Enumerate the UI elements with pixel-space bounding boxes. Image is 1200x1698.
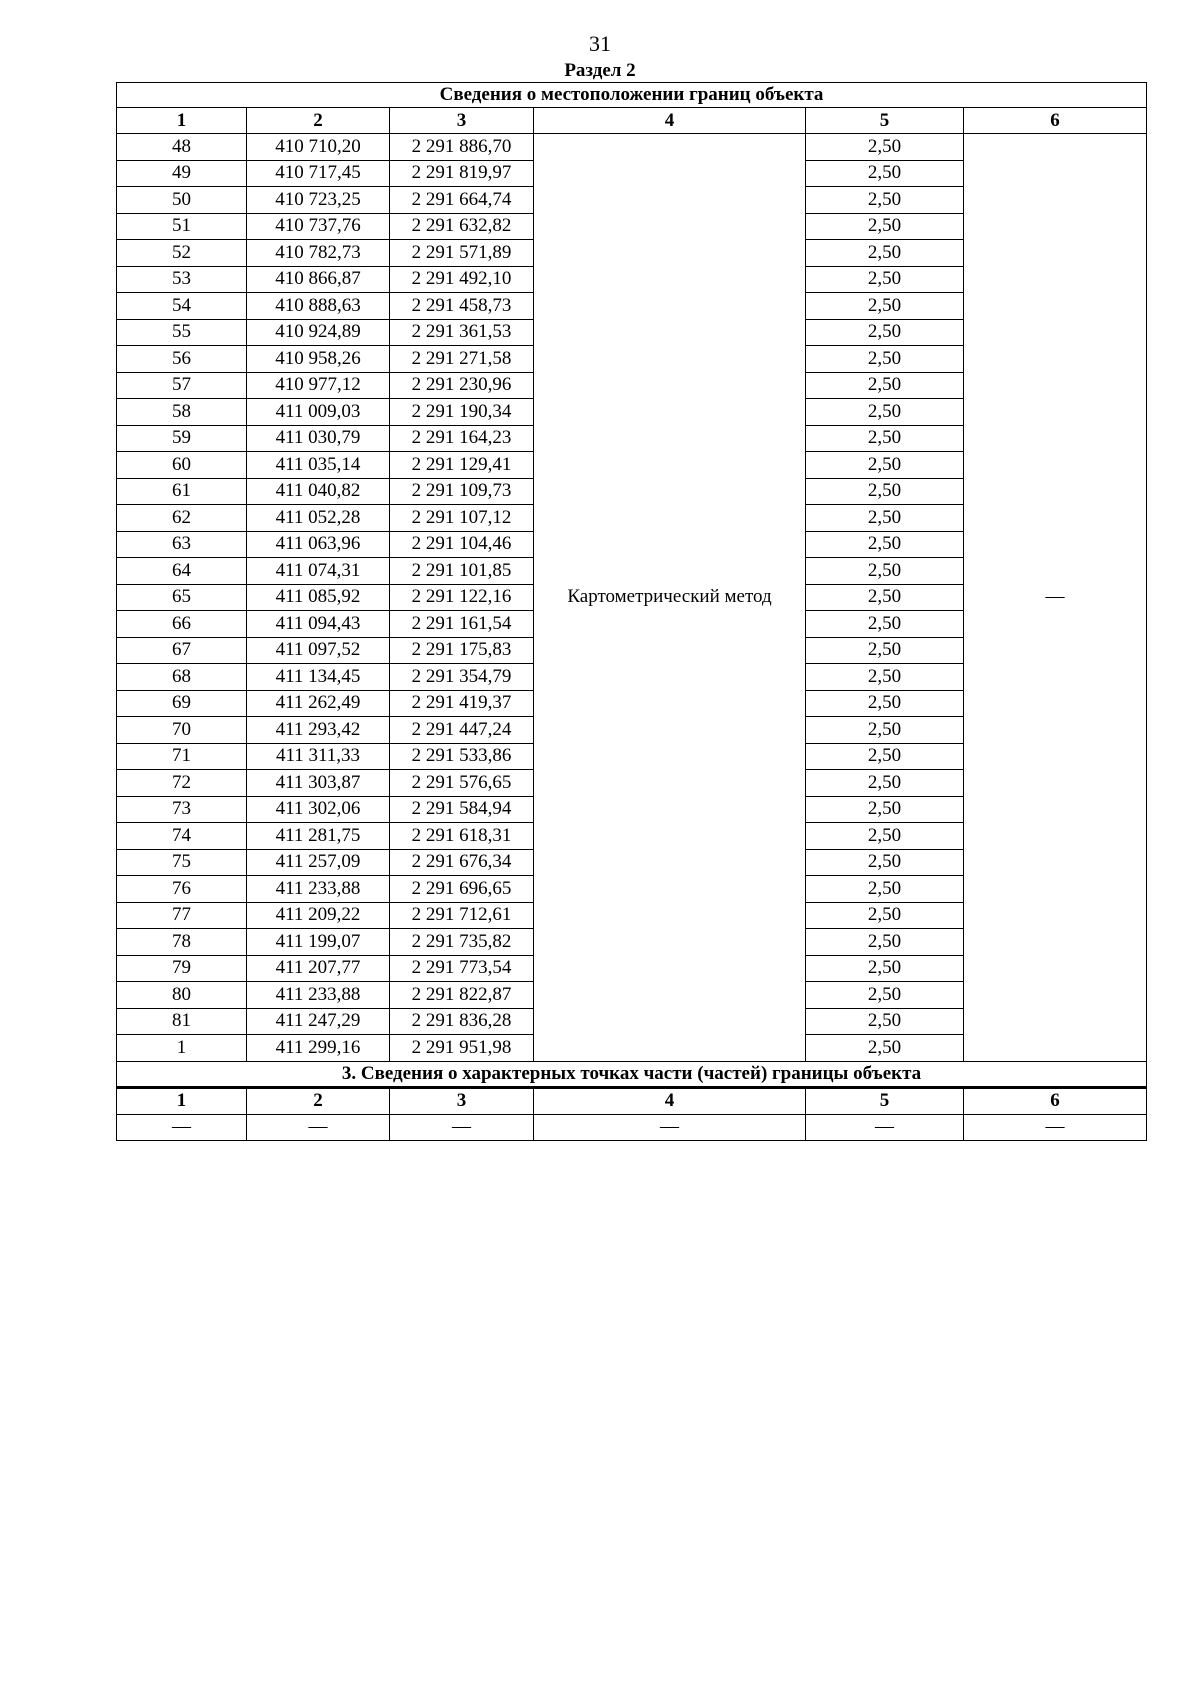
section-title: Раздел 2 — [564, 60, 636, 81]
point-number-cell: 71 — [117, 743, 247, 770]
y-coordinate-cell: 2 291 951,98 — [390, 1035, 534, 1062]
accuracy-cell: 2,50 — [806, 372, 964, 399]
accuracy-cell: 2,50 — [806, 823, 964, 850]
x-coordinate-cell: 411 035,14 — [247, 452, 390, 479]
point-number-cell: 77 — [117, 902, 247, 929]
parts-column-header: 2 — [247, 1087, 390, 1114]
x-coordinate-cell: 410 977,12 — [247, 372, 390, 399]
point-number-cell: 73 — [117, 796, 247, 823]
parts-cell: — — [534, 1114, 806, 1141]
accuracy-cell: 2,50 — [806, 478, 964, 505]
y-coordinate-cell: 2 291 696,65 — [390, 876, 534, 903]
point-number-cell: 67 — [117, 637, 247, 664]
accuracy-cell: 2,50 — [806, 664, 964, 691]
accuracy-cell: 2,50 — [806, 187, 964, 214]
x-coordinate-cell: 411 040,82 — [247, 478, 390, 505]
accuracy-cell: 2,50 — [806, 743, 964, 770]
accuracy-cell: 2,50 — [806, 637, 964, 664]
x-coordinate-cell: 411 074,31 — [247, 558, 390, 585]
y-coordinate-cell: 2 291 107,12 — [390, 505, 534, 532]
column-header: 5 — [806, 108, 964, 134]
point-number-cell: 76 — [117, 876, 247, 903]
point-number-cell: 48 — [117, 134, 247, 161]
x-coordinate-cell: 411 030,79 — [247, 425, 390, 452]
point-number-cell: 52 — [117, 240, 247, 267]
x-coordinate-cell: 411 293,42 — [247, 717, 390, 744]
parts-column-header: 4 — [534, 1087, 806, 1114]
parts-cell: — — [390, 1114, 534, 1141]
x-coordinate-cell: 411 209,22 — [247, 902, 390, 929]
y-coordinate-cell: 2 291 164,23 — [390, 425, 534, 452]
x-coordinate-cell: 410 710,20 — [247, 134, 390, 161]
accuracy-cell: 2,50 — [806, 505, 964, 532]
parts-cell: — — [806, 1114, 964, 1141]
x-coordinate-cell: 410 723,25 — [247, 187, 390, 214]
parts-column-header: 1 — [117, 1087, 247, 1114]
x-coordinate-cell: 410 866,87 — [247, 266, 390, 293]
x-coordinate-cell: 411 257,09 — [247, 849, 390, 876]
x-coordinate-cell: 411 009,03 — [247, 399, 390, 426]
point-number-cell: 78 — [117, 929, 247, 956]
x-coordinate-cell: 411 262,49 — [247, 690, 390, 717]
point-number-cell: 62 — [117, 505, 247, 532]
point-number-cell: 64 — [117, 558, 247, 585]
x-coordinate-cell: 411 303,87 — [247, 770, 390, 797]
point-number-cell: 72 — [117, 770, 247, 797]
point-number-cell: 69 — [117, 690, 247, 717]
x-coordinate-cell: 410 782,73 — [247, 240, 390, 267]
x-coordinate-cell: 410 737,76 — [247, 213, 390, 240]
parts-header-row — [117, 1087, 1147, 1114]
page-number: 31 — [589, 31, 611, 56]
accuracy-cell: 2,50 — [806, 425, 964, 452]
accuracy-cell: 2,50 — [806, 982, 964, 1009]
y-coordinate-cell: 2 291 230,96 — [390, 372, 534, 399]
x-coordinate-cell: 411 233,88 — [247, 876, 390, 903]
x-coordinate-cell: 411 134,45 — [247, 664, 390, 691]
y-coordinate-cell: 2 291 735,82 — [390, 929, 534, 956]
accuracy-cell: 2,50 — [806, 240, 964, 267]
point-number-cell: 63 — [117, 531, 247, 558]
point-number-cell: 68 — [117, 664, 247, 691]
point-number-cell: 49 — [117, 160, 247, 187]
y-coordinate-cell: 2 291 664,74 — [390, 187, 534, 214]
point-number-cell: 53 — [117, 266, 247, 293]
parts-banner: 3. Сведения о характерных точках части (частей) границы объекта — [117, 1061, 1147, 1087]
x-coordinate-cell: 411 233,88 — [247, 982, 390, 1009]
accuracy-cell: 2,50 — [806, 558, 964, 585]
y-coordinate-cell: 2 291 175,83 — [390, 637, 534, 664]
x-coordinate-cell: 411 052,28 — [247, 505, 390, 532]
accuracy-cell: 2,50 — [806, 770, 964, 797]
accuracy-cell: 2,50 — [806, 717, 964, 744]
accuracy-cell: 2,50 — [806, 346, 964, 373]
column-header: 6 — [964, 108, 1147, 134]
main-banner-row — [117, 83, 1147, 108]
y-coordinate-cell: 2 291 419,37 — [390, 690, 534, 717]
y-coordinate-cell: 2 291 354,79 — [390, 664, 534, 691]
parts-data-row — [117, 1114, 1147, 1141]
y-coordinate-cell: 2 291 161,54 — [390, 611, 534, 638]
y-coordinate-cell: 2 291 571,89 — [390, 240, 534, 267]
point-number-cell: 55 — [117, 319, 247, 346]
x-coordinate-cell: 411 085,92 — [247, 584, 390, 611]
accuracy-cell: 2,50 — [806, 902, 964, 929]
accuracy-cell: 2,50 — [806, 876, 964, 903]
accuracy-cell: 2,50 — [806, 584, 964, 611]
accuracy-cell: 2,50 — [806, 849, 964, 876]
description-cell: — — [964, 134, 1147, 1062]
accuracy-cell: 2,50 — [806, 319, 964, 346]
point-number-cell: 66 — [117, 611, 247, 638]
accuracy-cell: 2,50 — [806, 399, 964, 426]
method-cell: Картометрический метод — [534, 134, 806, 1062]
y-coordinate-cell: 2 291 676,34 — [390, 849, 534, 876]
x-coordinate-cell: 410 888,63 — [247, 293, 390, 320]
y-coordinate-cell: 2 291 584,94 — [390, 796, 534, 823]
accuracy-cell: 2,50 — [806, 690, 964, 717]
point-number-cell: 58 — [117, 399, 247, 426]
table-row — [117, 134, 1147, 161]
y-coordinate-cell: 2 291 122,16 — [390, 584, 534, 611]
point-number-cell: 60 — [117, 452, 247, 479]
accuracy-cell: 2,50 — [806, 796, 964, 823]
parts-banner-row — [117, 1061, 1147, 1087]
y-coordinate-cell: 2 291 712,61 — [390, 902, 534, 929]
x-coordinate-cell: 411 063,96 — [247, 531, 390, 558]
point-number-cell: 57 — [117, 372, 247, 399]
x-coordinate-cell: 410 924,89 — [247, 319, 390, 346]
accuracy-cell: 2,50 — [806, 213, 964, 240]
y-coordinate-cell: 2 291 822,87 — [390, 982, 534, 1009]
point-number-cell: 81 — [117, 1008, 247, 1035]
accuracy-cell: 2,50 — [806, 293, 964, 320]
y-coordinate-cell: 2 291 886,70 — [390, 134, 534, 161]
y-coordinate-cell: 2 291 458,73 — [390, 293, 534, 320]
y-coordinate-cell: 2 291 632,82 — [390, 213, 534, 240]
point-number-cell: 75 — [117, 849, 247, 876]
y-coordinate-cell: 2 291 129,41 — [390, 452, 534, 479]
x-coordinate-cell: 411 302,06 — [247, 796, 390, 823]
accuracy-cell: 2,50 — [806, 531, 964, 558]
parts-cell: — — [964, 1114, 1147, 1141]
y-coordinate-cell: 2 291 819,97 — [390, 160, 534, 187]
accuracy-cell: 2,50 — [806, 955, 964, 982]
parts-column-header: 5 — [806, 1087, 964, 1114]
column-header: 3 — [390, 108, 534, 134]
accuracy-cell: 2,50 — [806, 452, 964, 479]
y-coordinate-cell: 2 291 492,10 — [390, 266, 534, 293]
x-coordinate-cell: 411 094,43 — [247, 611, 390, 638]
point-number-cell: 70 — [117, 717, 247, 744]
y-coordinate-cell: 2 291 271,58 — [390, 346, 534, 373]
y-coordinate-cell: 2 291 361,53 — [390, 319, 534, 346]
y-coordinate-cell: 2 291 190,34 — [390, 399, 534, 426]
x-coordinate-cell: 411 299,16 — [247, 1035, 390, 1062]
x-coordinate-cell: 411 281,75 — [247, 823, 390, 850]
accuracy-cell: 2,50 — [806, 1008, 964, 1035]
point-number-cell: 54 — [117, 293, 247, 320]
accuracy-cell: 2,50 — [806, 160, 964, 187]
y-coordinate-cell: 2 291 447,24 — [390, 717, 534, 744]
point-number-cell: 61 — [117, 478, 247, 505]
point-number-cell: 50 — [117, 187, 247, 214]
y-coordinate-cell: 2 291 618,31 — [390, 823, 534, 850]
point-number-cell: 59 — [117, 425, 247, 452]
y-coordinate-cell: 2 291 101,85 — [390, 558, 534, 585]
x-coordinate-cell: 411 097,52 — [247, 637, 390, 664]
parts-cell: — — [117, 1114, 247, 1141]
x-coordinate-cell: 411 207,77 — [247, 955, 390, 982]
column-header: 4 — [534, 108, 806, 134]
y-coordinate-cell: 2 291 109,73 — [390, 478, 534, 505]
y-coordinate-cell: 2 291 773,54 — [390, 955, 534, 982]
point-number-cell: 1 — [117, 1035, 247, 1062]
y-coordinate-cell: 2 291 576,65 — [390, 770, 534, 797]
column-header: 1 — [117, 108, 247, 134]
accuracy-cell: 2,50 — [806, 134, 964, 161]
accuracy-cell: 2,50 — [806, 611, 964, 638]
x-coordinate-cell: 411 247,29 — [247, 1008, 390, 1035]
x-coordinate-cell: 410 717,45 — [247, 160, 390, 187]
parts-cell: — — [247, 1114, 390, 1141]
point-number-cell: 74 — [117, 823, 247, 850]
accuracy-cell: 2,50 — [806, 1035, 964, 1062]
boundary-table — [116, 82, 1147, 1141]
x-coordinate-cell: 411 311,33 — [247, 743, 390, 770]
main-banner: Сведения о местоположении границ объекта — [117, 83, 1147, 108]
x-coordinate-cell: 411 199,07 — [247, 929, 390, 956]
y-coordinate-cell: 2 291 104,46 — [390, 531, 534, 558]
point-number-cell: 80 — [117, 982, 247, 1009]
accuracy-cell: 2,50 — [806, 929, 964, 956]
column-header: 2 — [247, 108, 390, 134]
point-number-cell: 51 — [117, 213, 247, 240]
parts-column-header: 3 — [390, 1087, 534, 1114]
x-coordinate-cell: 410 958,26 — [247, 346, 390, 373]
point-number-cell: 56 — [117, 346, 247, 373]
y-coordinate-cell: 2 291 533,86 — [390, 743, 534, 770]
parts-column-header: 6 — [964, 1087, 1147, 1114]
point-number-cell: 79 — [117, 955, 247, 982]
y-coordinate-cell: 2 291 836,28 — [390, 1008, 534, 1035]
accuracy-cell: 2,50 — [806, 266, 964, 293]
column-header-row — [117, 108, 1147, 134]
point-number-cell: 65 — [117, 584, 247, 611]
